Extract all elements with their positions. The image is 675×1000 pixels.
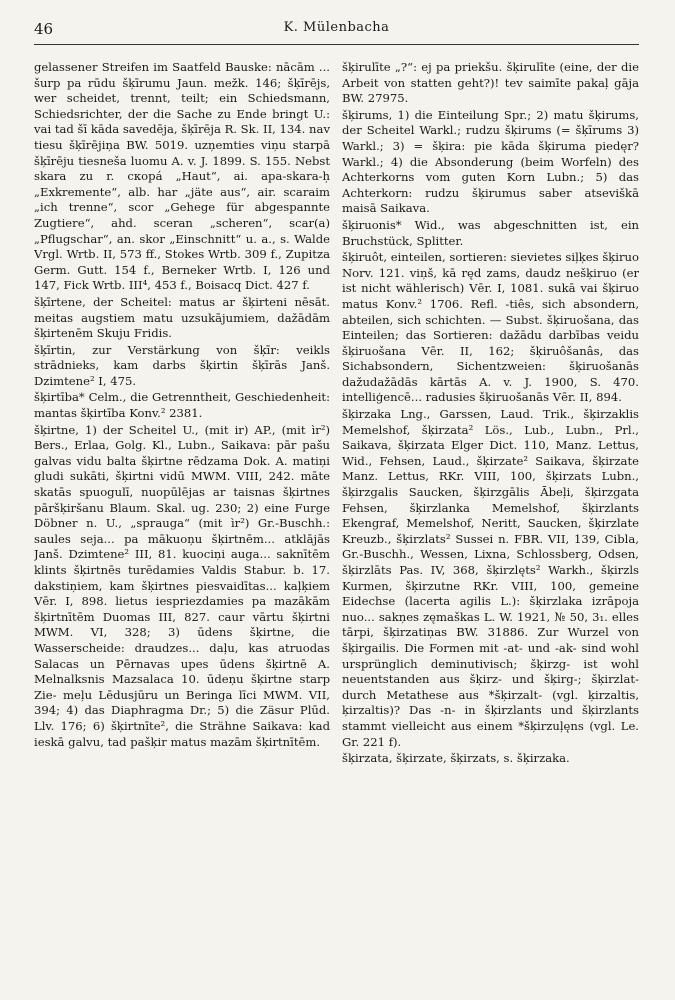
- entry-skirzata: šķirzata, šķirzate, šķirzats, s. šķirzaka.: [342, 751, 570, 766]
- left-column: [34, 60, 330, 982]
- entry-skirtin: šķīrtin, zur Verstärkung von šķīr: veikls strādnieks, kam darbs šķirtin šķīrās Janš. Dzimtene² I, 475.: [34, 342, 330, 388]
- entry-skirtene: šķīrtene, der Scheitel: matus ar šķirteni nēsāt. meitas augstiem matu uzsukājumiem, dažādām šķirtenēm Skuju Fridis.: [34, 294, 330, 341]
- entry-skirulite: šķirulīte „?“: ej pa priekšu. šķirulīte (eine, der die Arbeit von statten geht?)! tev saimīte pakaļ gāja BW. 27975.: [342, 60, 639, 106]
- entry-skiruot: šķiruôt, einteilen, sortieren: sievietes siļķes šķiruo Norv. 121. viņš, kā ręd zams, daudz nešķiruo (er ist nicht wählerisch) Vēr. I, 1081. sukā vai šķiruo matus Konv.² 1706. Refl. -tiês, sich absondern, abteilen, sich schichten. — Subst. šķiruošana, das Einteilen; das Sortieren: dažādu darbības veidu šķiruošana Vēr. II, 162; šķiruôšanâs, das Sichabsondern, Sichentzweien: šķiruošanās dažudažādās kārtās A. v. J. 1900, S. 470. intelliģencē... radusies šķiruošanās Vēr. II, 894.: [342, 250, 639, 405]
- entry-skirtne: šķirtne, 1) der Scheitel U., (mit ir) AP., (mit ìr²) Bers., Erlaa, Golg. Kl., Lubn., Saikava: pār pašu galvas vidu balta šķirtne rēdzama Dok. A. matiņi gludi sukāti, šķirtni vidū MWM. VIII, 242. māte skatās spuogulī, nuopūlējas ar taisnas šķirtnes pāršķiršanu Blaum. Skal. ug. 230; 2) eine Furge Döbner n. U., „sprauga“ (mit ìr²) Gr.-Buschh.: saules seja... pa mākuoņu šķirtnēm... atklājās Janš. Dzimtene² III, 81. kuociņi auga... saknītēm klints šķirtnēs turēdamies Valdis Stabur. b. 17. dakstiņiem, kam šķirtnes piesvaidītas... kaļķiem Vēr. I, 898. lietus iespriezdamies pa mazākām šķirtnītēm Duomas III, 827. caur vārtu šķirtni MWM. VI, 328; 3) ūdens šķirtne, die Wasserscheide: draudzes... daļu, kas atruodas Salacas un Pērnavas upes ūdens šķirtnē A. Melnalksnis Mazsalaca 10. ūdeņu šķirtne starp Zie- meļu Lēdusjūru un Beringa līci MWM. VII, 394; 4) das Diaphragma Dr.; 5) die Zäsur Plūd. Llv. 176; 6) šķirtnīte², die Strähne Saikava: kad ieskā galvu, tad pašķir matus mazām šķirtnītēm.: [34, 422, 330, 749]
- entry-continuation: gelassener Streifen im Saatfeld Bauske: nācām ... šurp pa rūdu šķīrumu Jaun. mežk. 146; šķīrējs, wer scheidet, trennt, teilt; ein Schiedsmann, Schiedsrichter, der die Sache zu Ende bringt U.: vai tad šī kāda savedēja, šķīrēja R. Sk. II, 134. nav tiesu šķīrējiņa BW. 5019. uzņemties viņu starpā šķīrēju tiesneša luomu A. v. J. 1899. S. 155. Nebst skara zu r. скорá „Haut“, ai. apa-skara-ḥ „Exkremente“, alb. har „jäte aus“, air. scaraim „ich trenne“, scor „Gehege für abgespannte Zugtiere“, ahd. sceran „scheren“, scar(a) „Pflugschar“, an. skor „Einschnitt“ u. a., s. Walde Vrgl. Wrtb. II, 573 ff., Stokes Wrtb. 309 f., Zupitza Germ. Gutt. 154 f., Berneker Wrtb. I, 126 und 147, Fick Wrtb. III⁴, 453 f., Boisacq Dict. 427 f.: [34, 60, 330, 293]
- entry-skiruonis: šķiruonis* Wid., was abgeschnitten ist, ein Bruchstück, Splitter.: [342, 217, 639, 248]
- running-head: K. Mülenbacha: [283, 20, 390, 35]
- right-column: [342, 60, 639, 982]
- page-number: 46: [34, 20, 54, 38]
- entry-skirzaka: šķirzaka Lng., Garssen, Laud. Trik., šķirzaklis Memelshof, šķirzata² Lös., Lub., Lubn., Prl., Saikava, šķirzata Elger Dict. 110, Manz. Lettus, Wid., Fehsen, Laud., šķirzate² Saikava, šķirzate Manz. Lettus, RKr. VIII, 100, šķirzats Lubn., šķirzgalis Saucken, šķirzgālis Ābeļi, šķirzgata Fehsen, šķirzlanka Memelshof, šķirzlants Ekengraf, Memelshof, Neritt, Saucken, šķirzlate Kreuzb., šķirzlats² Sussei n. FBR. VII, 139, Cibla, Gr.-Buschh., Wessen, Lixna, Schlossberg, Odsen, šķirzlāts Pas. IV, 368, šķirzlęts² Warkh., šķirzls Kurmen, šķirzutne RKr. VIII, 100, gemeine Eidechse (lacerta agilis L.): šķirzlaka izrāpoja nuo... sakņes zęmaškas L. W. 1921, № 50, 3₁. elles tārpi, šķirzatiņas BW. 31886. Zur Wurzel von šķirgailis. Die Formen mit -at- und -ak- sind wohl ursprünglich deminutivisch; šķirzg- ist wohl neuentstanden aus šķirz- und šķirg-; šķirzlat- durch Metathese aus *šķirzalt- (vgl. ķirzaltis, ķirzaltis)? Das -n- in šķirzlants und šķirzlants stammt vielleicht aus einem *šķirzuļęns (vgl. Le. Gr. 221 f).: [342, 407, 639, 749]
- page-header: [34, 18, 639, 45]
- entry-skirtiba: šķirtība* Celm., die Getrenntheit, Geschiedenheit: mantas šķirtība Konv.² 2381.: [34, 390, 330, 421]
- entry-skirums: šķirums, 1) die Einteilung Spr.; 2) matu šķirums, der Scheitel Warkl.; rudzu šķirums (= šķīrums 3) Warkl.; 3) = šķira: pie kāda šķiruma piedęr? Warkl.; 4) die Absonderung (beim Worfeln) des Achterkorns vom guten Korn Lubn.; 5) das Achterkorn: rudzu šķirumus saber atseviškā maisā Saikava.: [342, 107, 639, 216]
